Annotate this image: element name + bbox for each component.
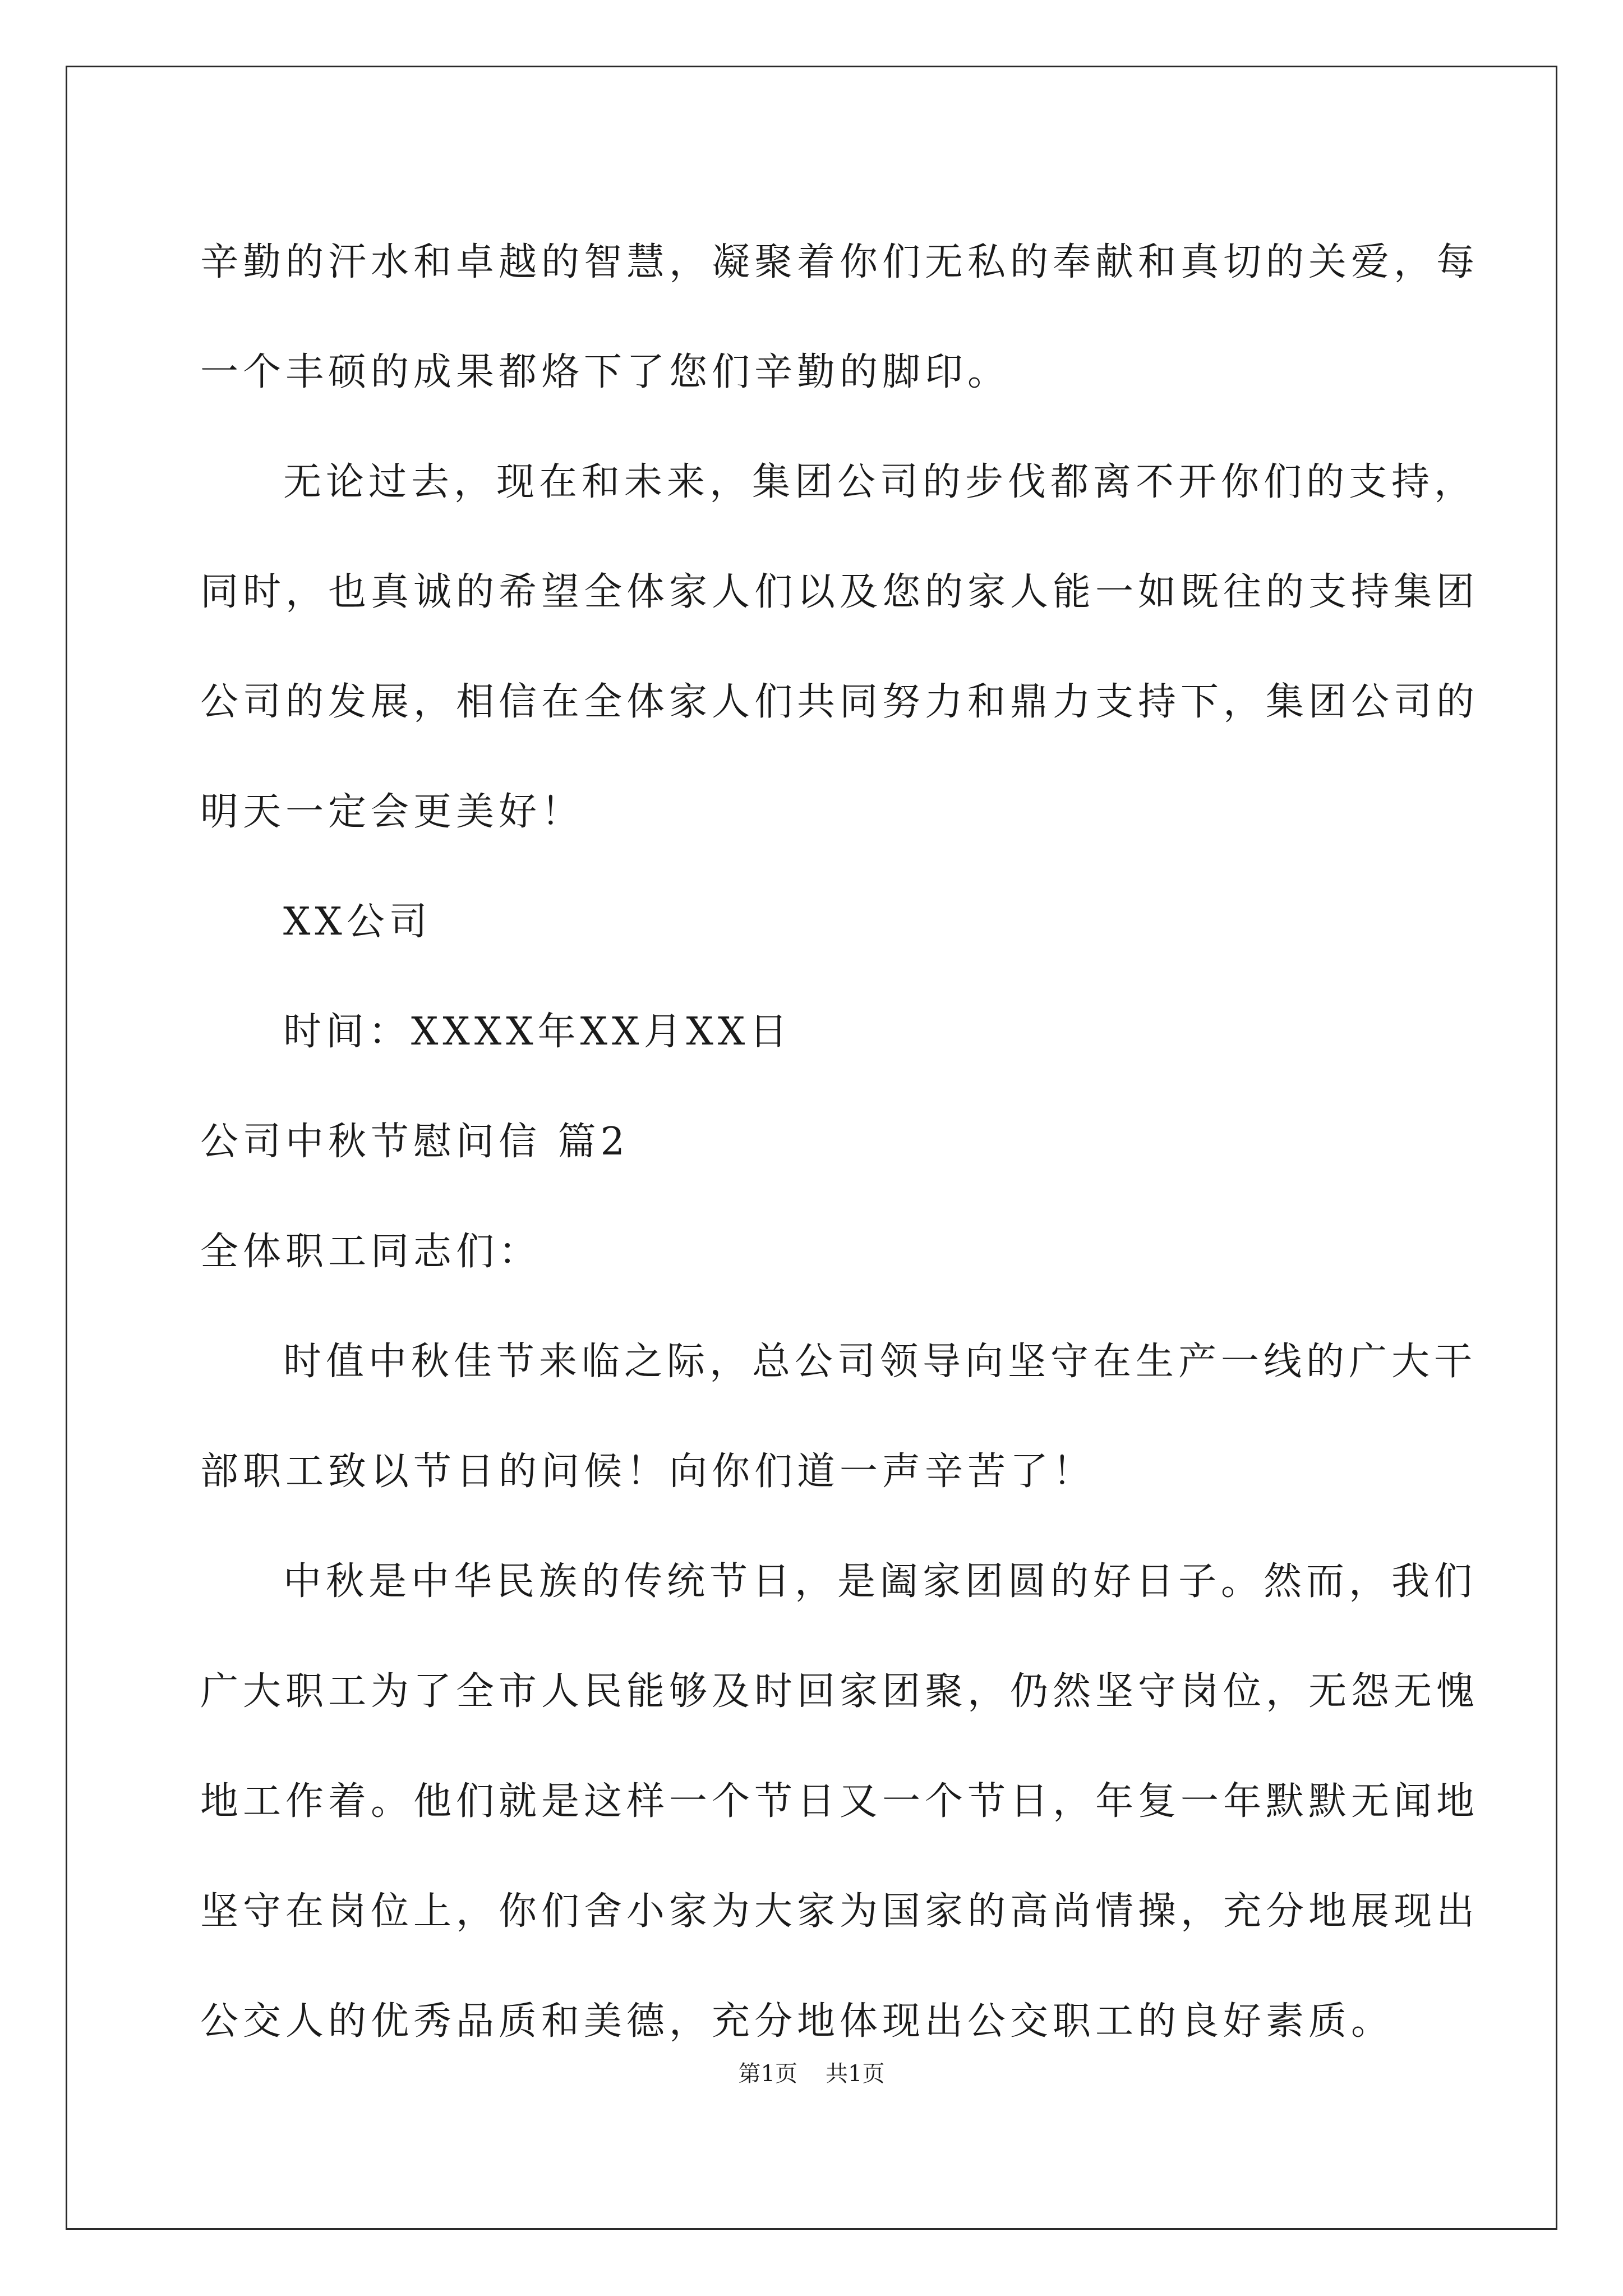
text-line-16: 坚守在岗位上，你们舍小家为大家为国家的高尚情操，充分地展现出 bbox=[200, 1889, 1479, 1934]
salutation: 全体职工同志们： bbox=[200, 1230, 542, 1274]
text-line-4: 同时，也真诚的希望全体家人们以及您的家人能一如既往的支持集团 bbox=[200, 570, 1479, 614]
text-line-5: 公司的发展，相信在全体家人们共同努力和鼎力支持下，集团公司的 bbox=[200, 680, 1479, 724]
text-line-12: 部职工致以节日的问候！向你们道一声辛苦了！ bbox=[200, 1450, 1096, 1494]
text-line-6: 明天一定会更美好！ bbox=[200, 790, 584, 834]
section-heading: 公司中秋节慰问信 篇2 bbox=[200, 1120, 629, 1164]
text-line-11: 时值中秋佳节来临之际，总公司领导向坚守在生产一线的广大干 bbox=[283, 1340, 1477, 1384]
text-line-3: 无论过去，现在和未来，集团公司的步伐都离不开你们的支持， bbox=[283, 460, 1477, 504]
text-line-2: 一个丰硕的成果都烙下了您们辛勤的脚印。 bbox=[200, 350, 1011, 394]
signature-company: XX公司 bbox=[283, 900, 432, 944]
signature-date: 时间：XXXX年XX月XX日 bbox=[283, 1010, 792, 1054]
page-footer bbox=[0, 2056, 1623, 2088]
text-line-13: 中秋是中华民族的传统节日，是阖家团圆的好日子。然而，我们 bbox=[283, 1559, 1477, 1604]
text-line-15: 地工作着。他们就是这样一个节日又一个节日，年复一年默默无闻地 bbox=[200, 1779, 1479, 1824]
text-line-1: 辛勤的汗水和卓越的智慧，凝聚着你们无私的奉献和真切的关爱，每 bbox=[200, 240, 1479, 284]
text-line-17: 公交人的优秀品质和美德，充分地体现出公交职工的良好素质。 bbox=[200, 1999, 1394, 2044]
document-body bbox=[200, 208, 1479, 2077]
page-number-current: 第1页 bbox=[738, 2061, 797, 2087]
page-number-total: 共1页 bbox=[826, 2061, 885, 2087]
text-line-14: 广大职工为了全市人民能够及时回家团聚，仍然坚守岗位，无怨无愧 bbox=[200, 1669, 1479, 1714]
